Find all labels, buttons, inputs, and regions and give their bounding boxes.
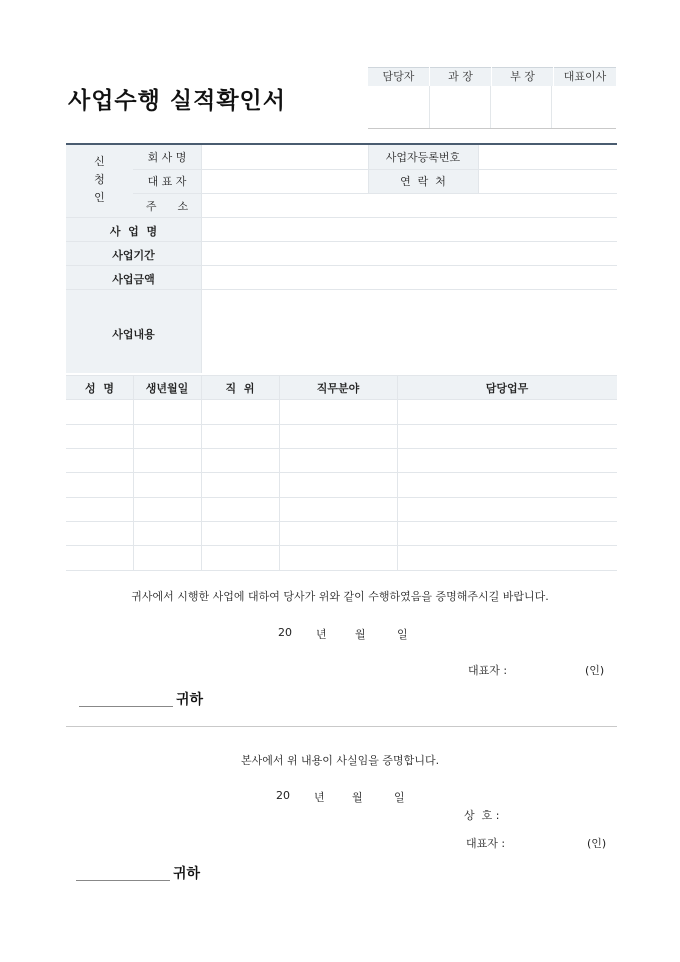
- table-row[interactable]: [66, 497, 617, 521]
- company-name-field[interactable]: [201, 145, 368, 169]
- business-amount-field[interactable]: [201, 265, 617, 289]
- date-year: 년: [316, 628, 327, 641]
- applicant-label-2: 청: [94, 173, 105, 186]
- table-row[interactable]: [66, 399, 617, 424]
- approval-sign-director[interactable]: [490, 86, 552, 128]
- seal-mark: (인): [585, 664, 605, 677]
- recipient-suffix: 귀하: [173, 866, 201, 882]
- staff-header-position: 직 위: [225, 382, 255, 395]
- recipient-suffix: 귀하: [176, 692, 204, 708]
- table-row[interactable]: [66, 545, 617, 570]
- contact-field[interactable]: [478, 169, 617, 193]
- approval-sign-manager[interactable]: [429, 86, 491, 128]
- applicant-label-1: 신: [94, 155, 105, 168]
- business-name-field[interactable]: [201, 217, 617, 241]
- staff-header-name: 성 명: [85, 382, 114, 395]
- business-reg-no-field[interactable]: [478, 145, 617, 169]
- business-name-label: 사 업 명: [109, 225, 158, 238]
- applicant-label-3: 인: [94, 191, 105, 204]
- company-name-label: 회 사 명: [147, 151, 187, 164]
- date-day: 일: [397, 628, 408, 641]
- date-month: 월: [352, 791, 363, 804]
- certify-sentence: 본사에서 위 내용이 사실임을 증명합니다.: [240, 754, 440, 767]
- section-divider: [66, 726, 617, 727]
- staff-header-duty: 담당업무: [485, 382, 529, 395]
- table-row[interactable]: [66, 521, 617, 545]
- document-title: 사업수행 실적확인서: [68, 88, 286, 114]
- table-row[interactable]: [66, 472, 617, 497]
- approval-header-manager: 과 장: [430, 67, 491, 86]
- ceo-label: 대 표 자: [147, 175, 187, 188]
- date-month: 월: [355, 628, 366, 641]
- date-prefix: 20: [278, 626, 292, 639]
- form-table: [66, 145, 617, 571]
- approval-sign-staff[interactable]: [368, 86, 429, 128]
- staff-header-field: 직무분야: [316, 382, 360, 395]
- business-period-field[interactable]: [201, 241, 617, 265]
- business-amount-label: 사업금액: [112, 273, 155, 286]
- business-reg-no-label: 사업자등록번호: [385, 151, 461, 164]
- company-label: 상 호 :: [464, 809, 500, 822]
- recipient-blank[interactable]: [79, 706, 173, 707]
- approval-header-director: 부 장: [492, 67, 553, 86]
- address-label: 주 소: [145, 200, 189, 213]
- staff-header-birth: 생년월일: [145, 382, 189, 395]
- business-content-field[interactable]: [201, 289, 617, 373]
- representative-label: 대표자 :: [466, 837, 506, 850]
- approval-box: [368, 67, 616, 129]
- approval-sign-ceo[interactable]: [551, 86, 616, 128]
- date-day: 일: [394, 791, 405, 804]
- request-sentence: 귀사에서 시행한 사업에 대하여 당사가 위와 같이 수행하였음을 증명해주시길 바랍니다.: [131, 590, 549, 603]
- seal-mark: (인): [587, 837, 607, 850]
- ceo-field[interactable]: [201, 169, 368, 193]
- approval-divider: [368, 128, 616, 129]
- table-row[interactable]: [66, 448, 617, 472]
- contact-label: 연 락 처: [400, 175, 446, 188]
- business-period-label: 사업기간: [112, 249, 155, 262]
- approval-header-staff: 담당자: [368, 67, 429, 86]
- address-field[interactable]: [201, 193, 617, 217]
- date-prefix: 20: [276, 789, 290, 802]
- business-content-label: 사업내용: [112, 328, 155, 341]
- representative-label: 대표자 :: [468, 664, 508, 677]
- date-year: 년: [314, 791, 325, 804]
- recipient-blank[interactable]: [76, 880, 170, 881]
- table-row[interactable]: [66, 424, 617, 448]
- approval-header-ceo: 대표이사: [554, 67, 616, 86]
